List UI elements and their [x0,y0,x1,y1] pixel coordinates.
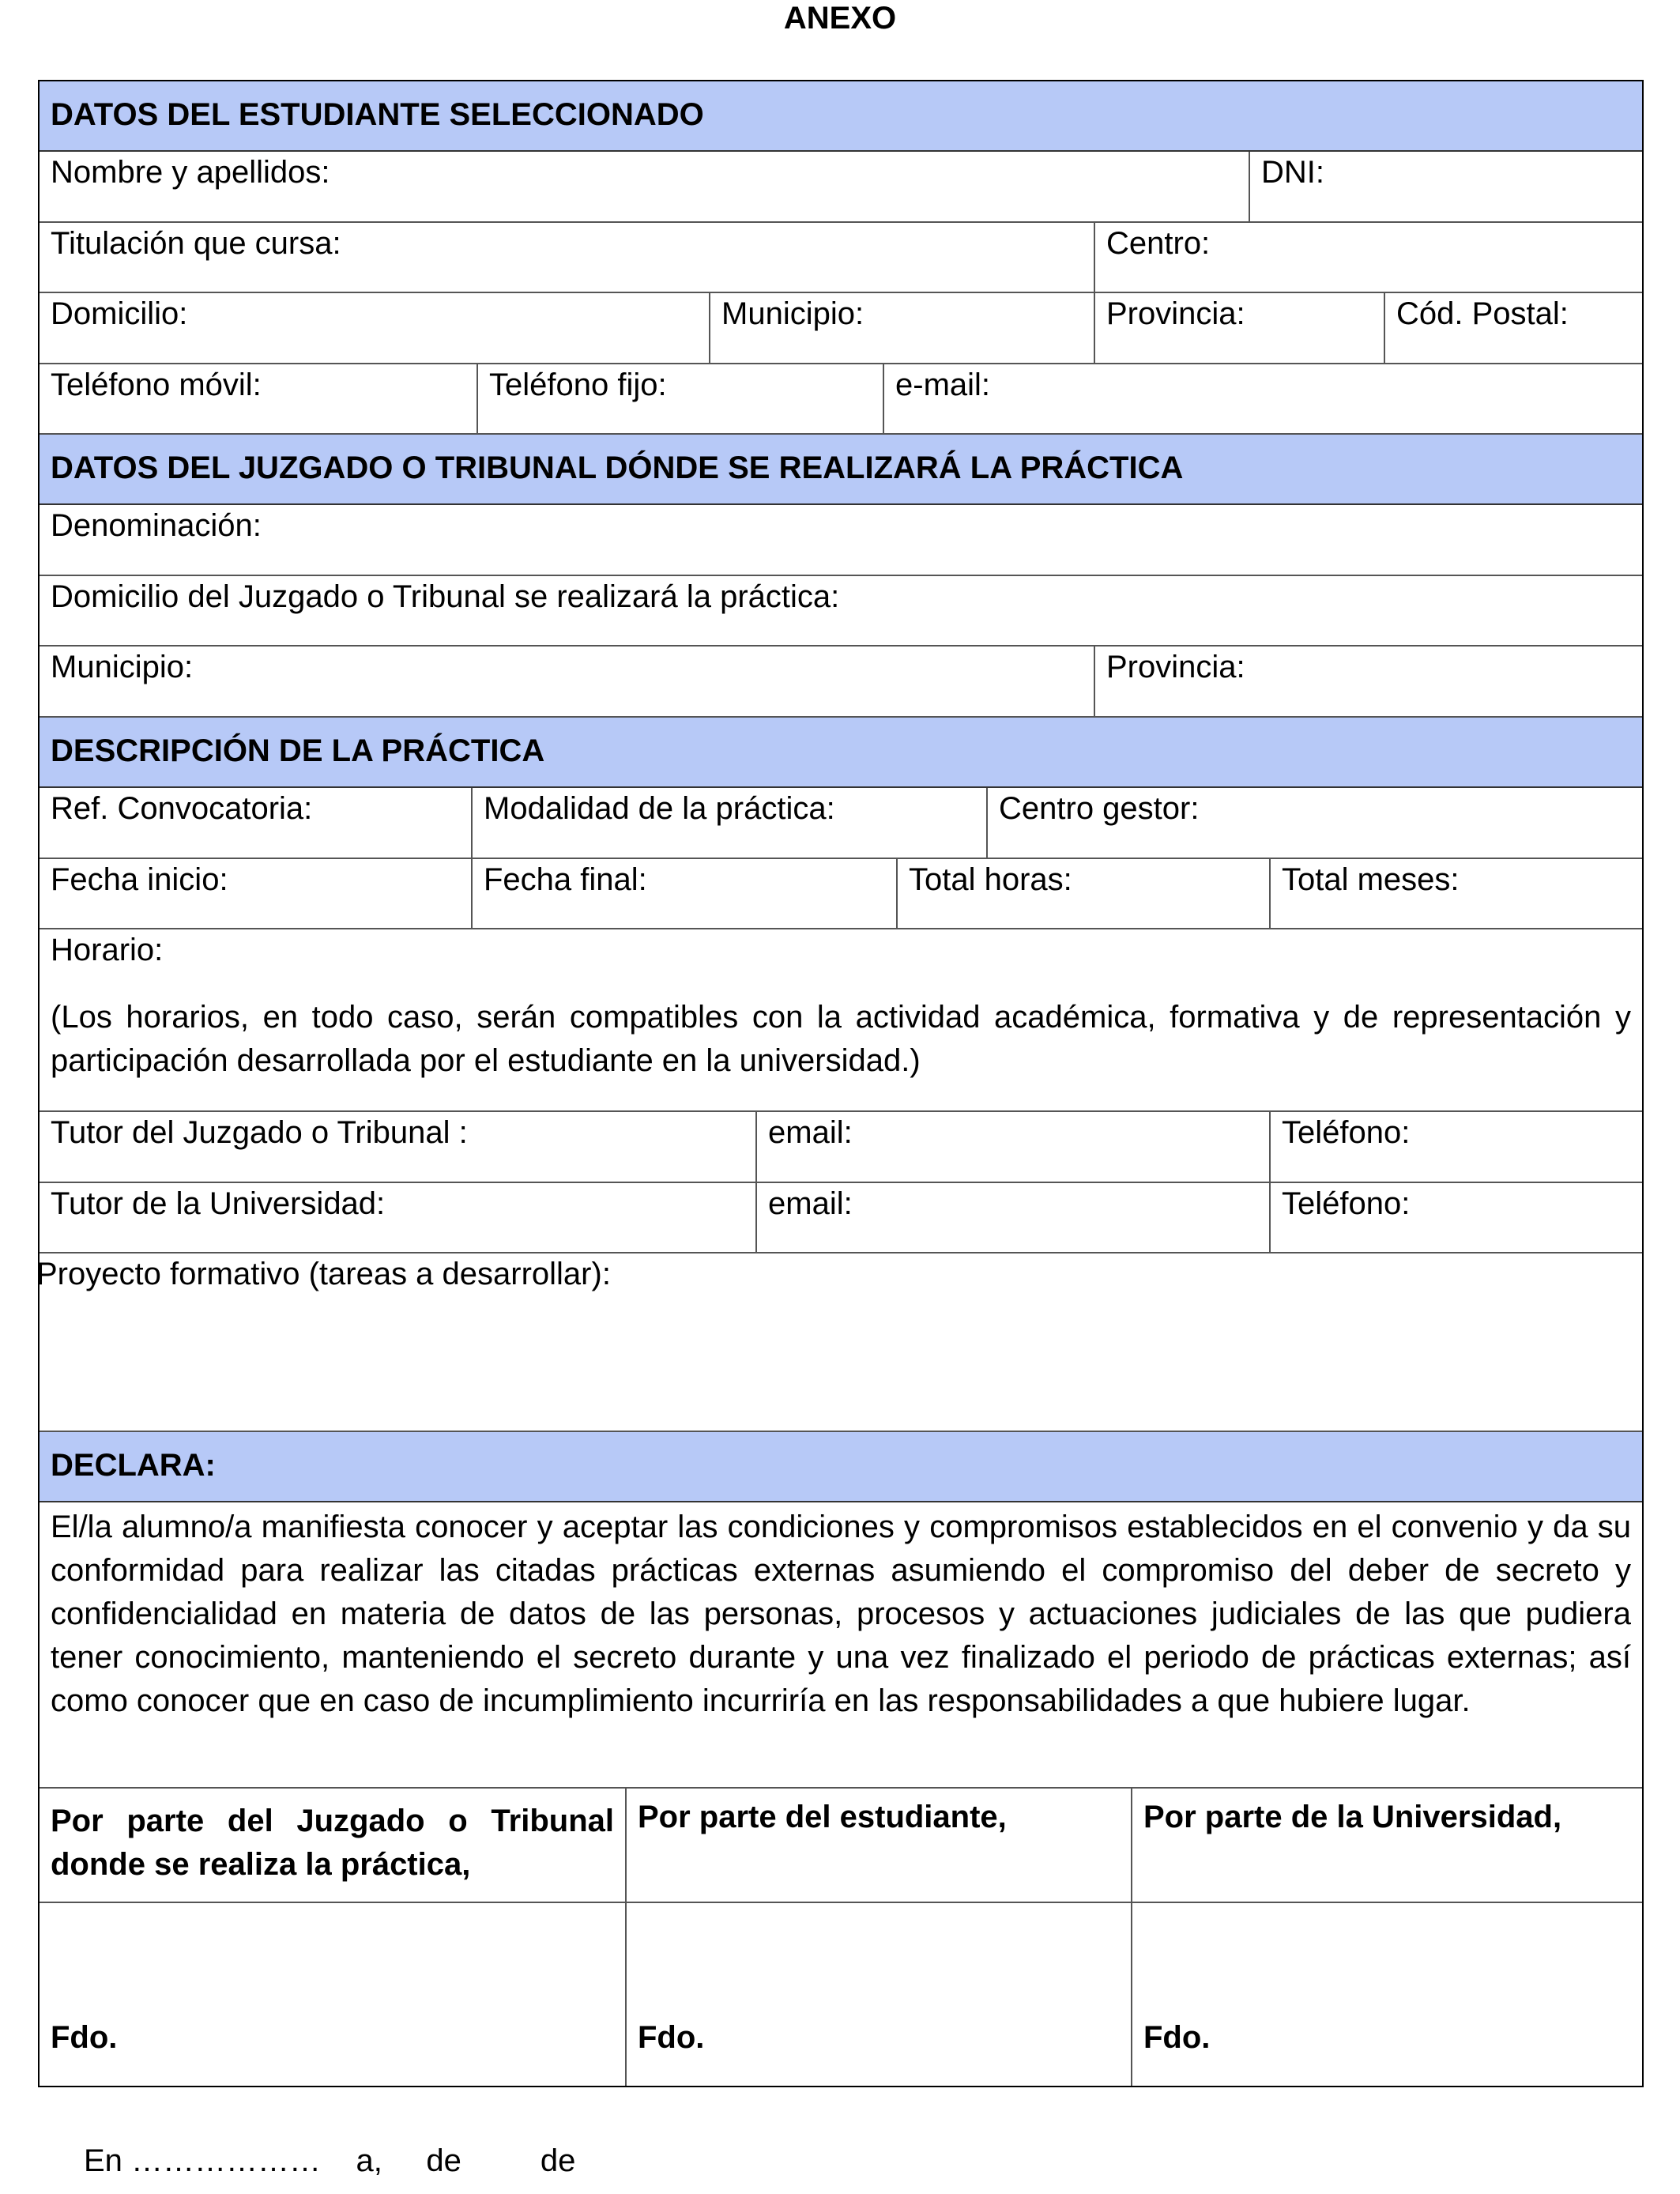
practice-end-date-field[interactable]: Fecha final: [471,859,896,928]
university-signature-box[interactable]: Fdo. [1131,1903,1642,2086]
student-signature-box[interactable]: Fdo. [625,1903,1131,2086]
student-dni-field[interactable]: DNI: [1249,152,1642,221]
court-tutor-field[interactable]: Tutor del Juzgado o Tribunal : [51,1115,468,1150]
declaration-row [40,1502,1642,1789]
student-province-field[interactable]: Provincia: [1094,293,1384,363]
court-address-row [40,576,1642,647]
court-tutor-row [40,1112,1642,1183]
court-location-row [40,647,1642,718]
uni-tutor-field[interactable]: Tutor de la Universidad: [51,1186,386,1221]
practice-modality-field[interactable]: Modalidad de la práctica: [471,788,986,858]
signature-boxes-row [40,1903,1642,2086]
court-province-field[interactable]: Provincia: [1094,647,1642,716]
student-postal-code-field[interactable]: Cód. Postal: [1384,293,1642,363]
project-row [36,1253,1642,1432]
court-municipality-field[interactable]: Municipio: [51,650,194,684]
practice-ref-field[interactable]: Ref. Convocatoria: [51,791,313,826]
practice-ref-row [40,788,1642,859]
practice-schedule-note: (Los horarios, en todo caso, serán compatibles con la actividad académica, formativa y de representación y participación desarrollada por el estudiante en la universidad.) [51,1000,1631,1078]
court-denomination-field[interactable]: Denominación: [51,508,262,543]
student-section-header: DATOS DEL ESTUDIANTE SELECCIONADO [40,81,1642,152]
signature-headers-row [40,1789,1642,1903]
student-signature-label: Por parte del estudiante, [625,1789,1131,1902]
court-address-field[interactable]: Domicilio del Juzgado o Tribunal se realizará la práctica: [51,579,840,614]
court-tutor-phone-field[interactable]: Teléfono: [1269,1112,1642,1182]
practice-section-header: DESCRIPCIÓN DE LA PRÁCTICA [40,718,1642,788]
student-degree-field[interactable]: Titulación que cursa: [51,226,341,261]
court-tutor-email-field[interactable]: email: [755,1112,1269,1182]
student-degree-row [40,223,1642,293]
practice-schedule-row [40,929,1642,1112]
court-signature-box[interactable]: Fdo. [51,2020,118,2055]
court-denomination-row [40,505,1642,576]
student-email-field[interactable]: e-mail: [883,364,1642,433]
university-signature-label: Por parte de la Universidad, [1131,1789,1642,1902]
declaration-header: DECLARA: [40,1432,1642,1502]
declaration-text: El/la alumno/a manifiesta conocer y aceptar las condiciones y compromisos establecidos en el convenio y da su conformidad para realizar las citadas prácticas externas asumiendo el compromiso del deber de secreto y confidencialidad en materia de datos de las personas, procesos y actuaciones judiciales de las que pudiera tener conocimiento, manteniendo el secreto durante y una vez finalizado el periodo de prácticas externas; así como conocer que en caso de incumplimiento incurriría en las responsabilidades a que hubiere lugar. [51,1510,1631,1718]
date-line[interactable]: En ……………… a, de de [84,2143,576,2178]
practice-start-date-field[interactable]: Fecha inicio: [51,862,228,897]
student-municipality-field[interactable]: Municipio: [709,293,1094,363]
student-mobile-field[interactable]: Teléfono móvil: [51,368,262,402]
form-frame [38,80,1644,2087]
project-field[interactable]: Proyecto formativo (tareas a desarrollar): [36,1257,611,1291]
practice-total-months-field[interactable]: Total meses: [1269,859,1642,928]
student-contact-row [40,364,1642,435]
uni-tutor-email-field[interactable]: email: [755,1183,1269,1252]
student-address-row [40,293,1642,364]
uni-tutor-phone-field[interactable]: Teléfono: [1269,1183,1642,1252]
court-section-header: DATOS DEL JUZGADO O TRIBUNAL DÓNDE SE REALIZARÁ LA PRÁCTICA [40,435,1642,505]
student-center-field[interactable]: Centro: [1094,223,1642,292]
document-title: ANEXO [783,1,897,36]
uni-tutor-row [40,1183,1642,1253]
court-signature-label: Por parte del Juzgado o Tribunal donde se realiza la práctica, [51,1804,614,1882]
student-landline-field[interactable]: Teléfono fijo: [477,364,883,433]
student-address-field[interactable]: Domicilio: [51,296,188,331]
practice-schedule-label[interactable]: Horario: [51,933,164,967]
student-name-field[interactable]: Nombre y apellidos: [51,155,330,190]
practice-managing-center-field[interactable]: Centro gestor: [986,788,1642,858]
practice-dates-row [40,859,1642,929]
practice-total-hours-field[interactable]: Total horas: [896,859,1269,928]
student-name-row [40,152,1642,223]
